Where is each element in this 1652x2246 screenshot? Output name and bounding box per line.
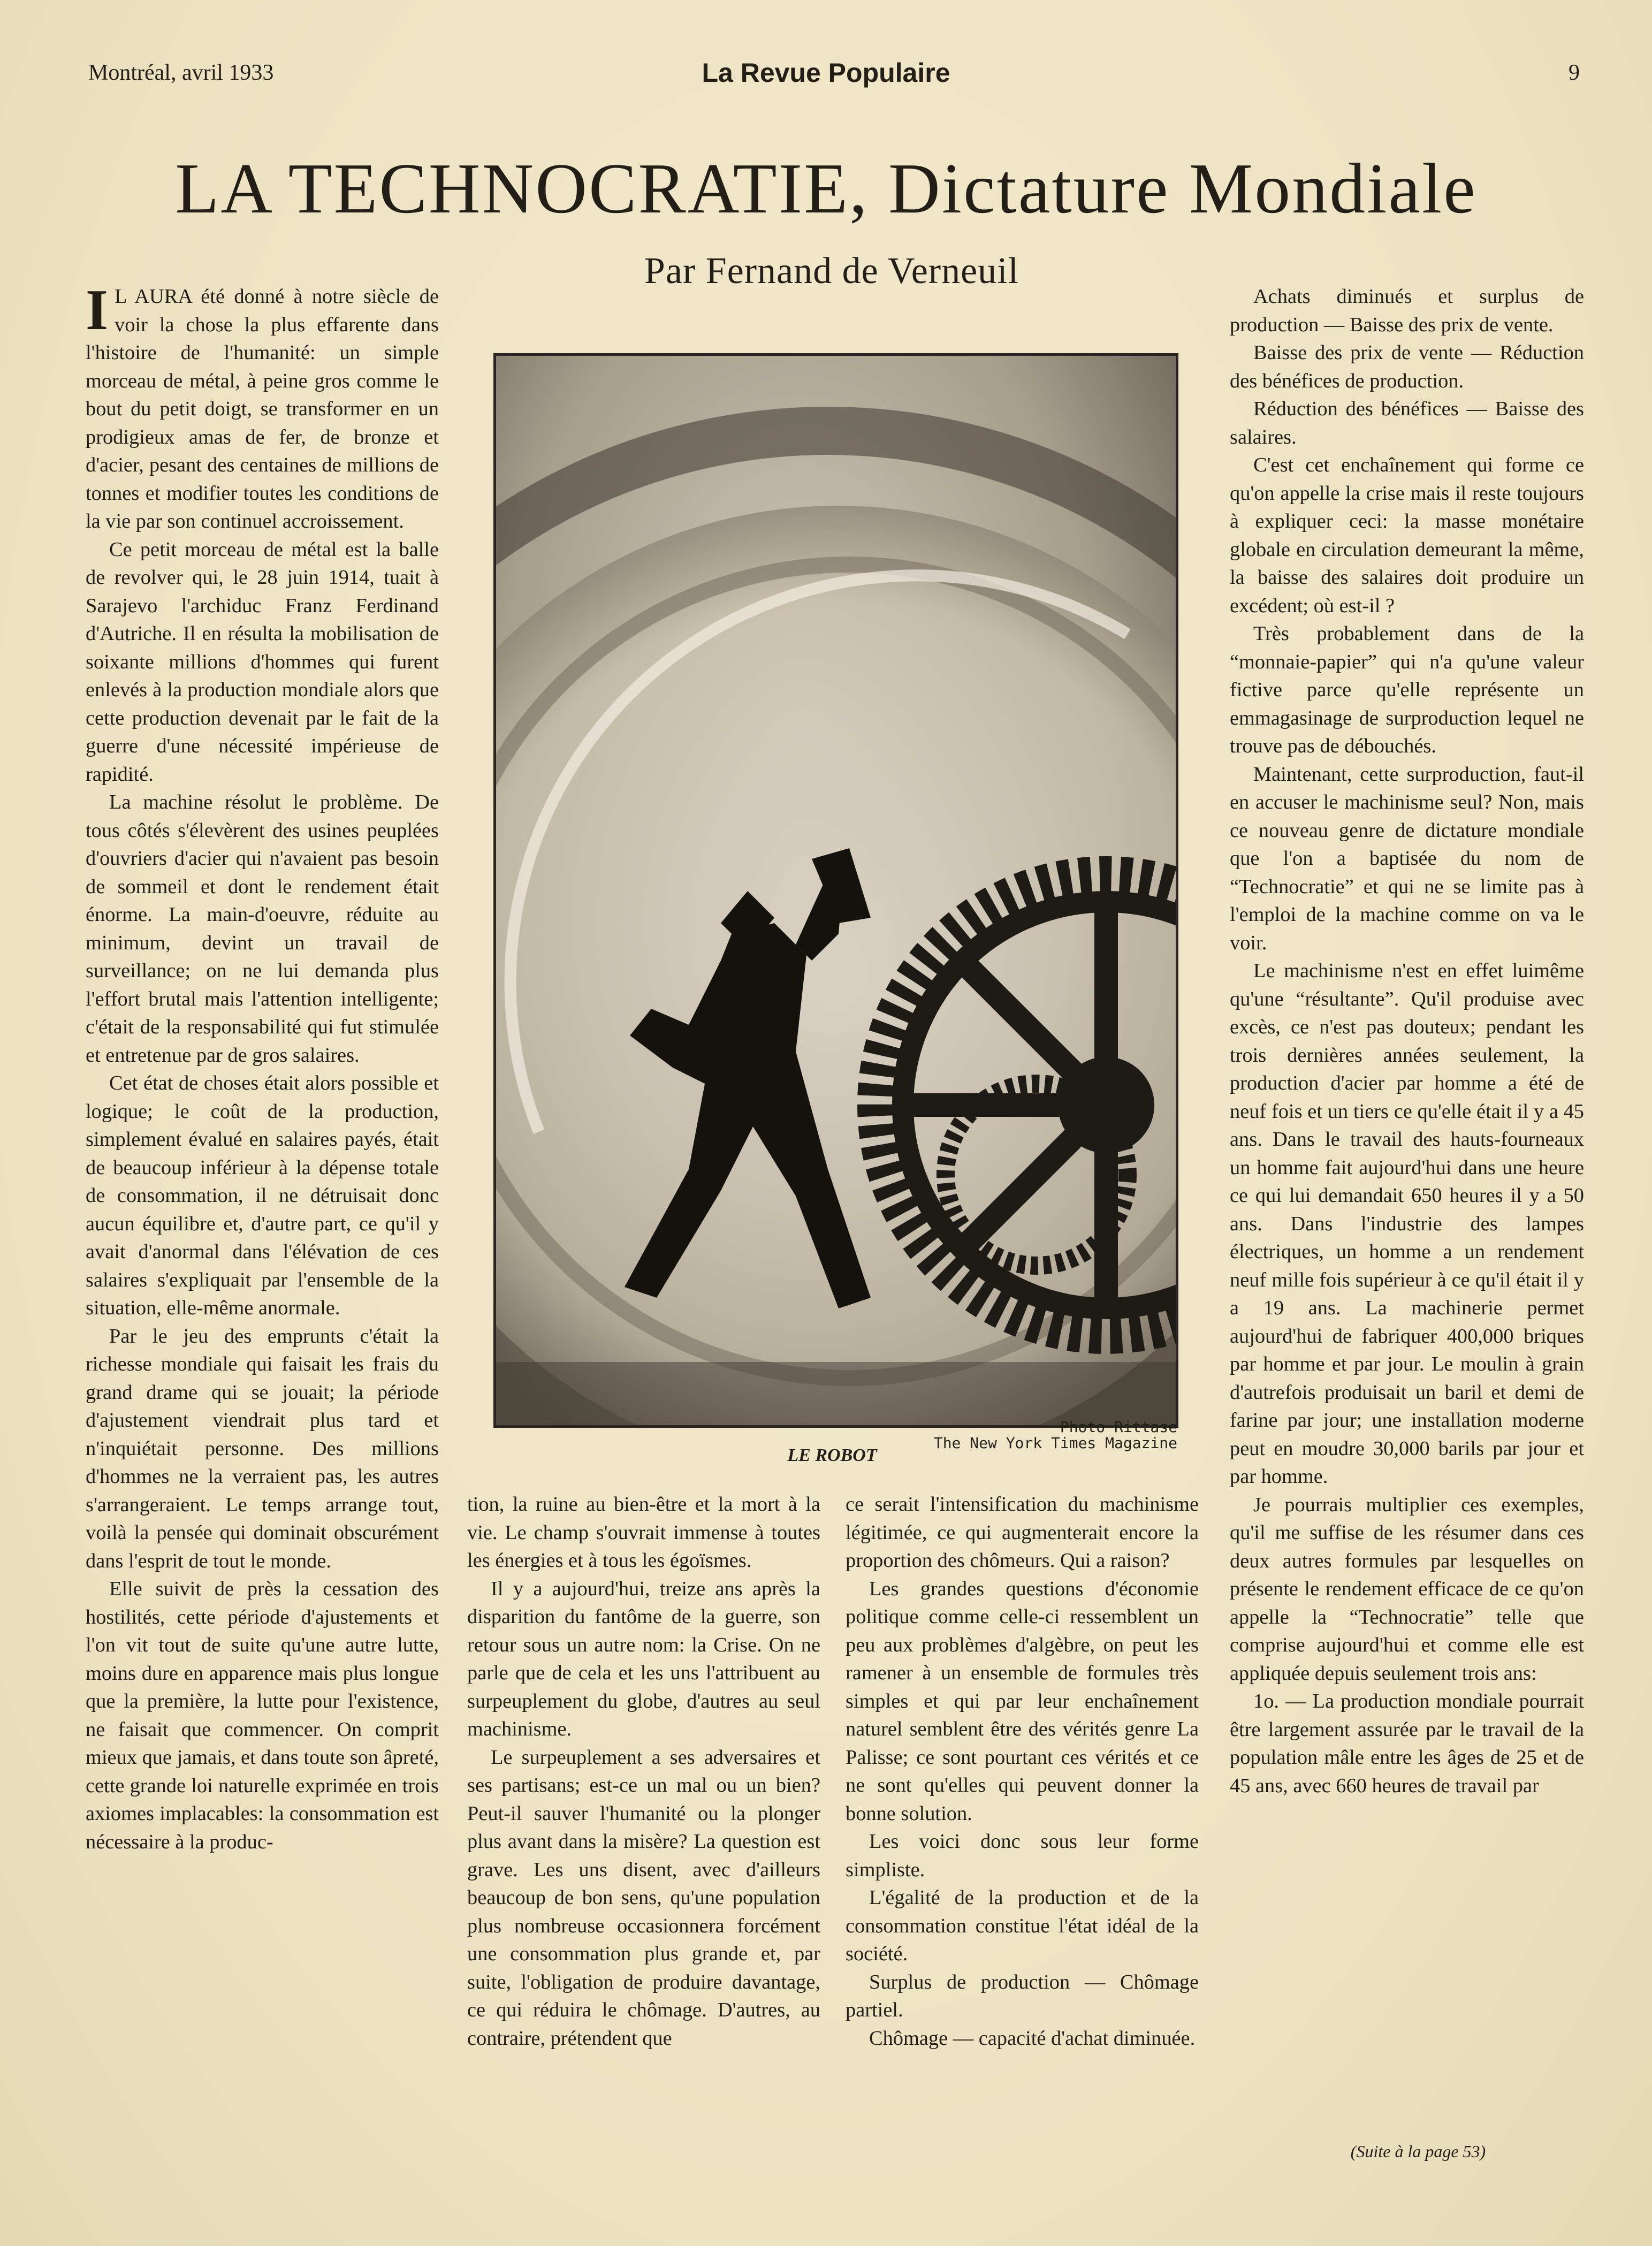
paragraph: Réduction des bénéfices — Baisse des salaires. [1230,398,1584,448]
paragraph: Le surpeuplement a ses adversaires et ses partisans; est-ce un mal ou un bien? Peut-il sauver l'humanité ou la plonger plus avant dans la misère? La question est grave. Les uns disent, avec d'ailleurs beaucoup de bon sens, qu'une population plus nombreuse occasionnera forcément une consommation plus grande et, par suite, l'obligation de produire davantage, ce qui réduira le chômage. D'autres, au contraire, prétendent que [467,1746,820,2050]
photo-credit [910,1419,1177,1451]
paragraph: Ce petit morceau de métal est la balle de revolver qui, le 28 juin 1914, tuait à Sarajevo l'archiduc Franz Ferdinand d'Autriche. Il en résulta la mobilisation de soixante millions d'hommes qui furent enlevés à la production mondiale alors que cette production devenait par le fait de la guerre d'une nécessité impérieuse de rapidité. [86,538,439,786]
paragraph: I L AURA été donné à notre siècle de voir la chose la plus effarente dans l'histoire de l'humanité: un simple morceau de métal, à peine gros comme le bout du petit doigt, se transformer en un prodigieux amas de fer, de bronze et d'acier, pesant des centaines de millions de tonnes et modifier toutes les conditions de la vie par son continuel accroissement. [86,283,439,532]
paragraph: Baisse des prix de vente — Réduction des bénéfices de production. [1230,341,1584,392]
header-place-date: Montréal, avril 1933 [88,60,274,85]
paragraph: C'est cet enchaînement qui forme ce qu'on appelle la crise mais il reste toujours à expliquer ceci: la masse monétaire globale en circulation demeurant la même, la baisse des salaires doit produire un excédent; où est-il ? [1230,454,1584,617]
paragraph: Très probablement dans de la “monnaie-papier” qui n'a qu'une valeur fictive parce qu'elle représente un emmagasinage de surproduction lequel ne trouve pas de débouchés. [1230,622,1584,757]
column-4 [1230,283,1584,2142]
robot-photo [493,353,1178,1428]
paragraph: L'égalité de la production et de la consommation constitue l'état idéal de la société. [846,1886,1199,1965]
paragraph: Par le jeu des emprunts c'était la richesse mondiale qui faisait les frais du grand drame qui se jouait; la période d'ajustement viendrait plus tard et n'inquiétait personne. Des millions d'hommes ne la verraient pas, les autres s'arrangeraient. Le temps arrange tout, voilà la pensée qui dominait obscurément dans l'esprit de tout le monde. [86,1324,439,1572]
paragraph: Elle suivit de près la cessation des hostilités, cette période d'ajustements et l'on vit tout de suite qu'une autre lutte, moins dure en apparence mais plus longue que la première, la lutte pour l'existence, ne faisait que commencer. On comprit mieux que jamais, et dans toute son âpreté, cette grande loi naturelle exprimée en trois axiomes implacables: la consommation est nécessaire à la produc- [86,1578,439,1853]
article-title: LA TECHNOCRATIE, Dictature Mondiale [175,149,1477,228]
photo-caption: LE ROBOT [787,1445,877,1465]
paragraph: Surplus de production — Chômage partiel. [846,1970,1199,2021]
paragraph: Maintenant, cette surproduction, faut-il en accuser le machinisme seul? Non, mais ce nouveau genre de dictature mondiale que l'on a baptisée du nom de “Technocratie” et qui ne se limite pas à l'emploi de la machine comme on va le voir. [1230,763,1584,954]
drop-cap: I [86,283,109,342]
paragraph: 1o. — La production mondiale pourrait être largement assurée par le travail de la population mâle entre les âges de 25 et de 45 ans, avec 660 heures de travail par [1230,1690,1584,1797]
paragraph: Chômage — capacité d'achat diminuée. [869,2027,1196,2050]
header-page-number: 9 [1569,60,1580,85]
paragraph: Les voici donc sous leur forme simpliste. [846,1830,1199,1881]
paragraph: Les grandes questions d'économie politique comme celle-ci ressemblent un peu aux problèmes d'algèbre, on peut les ramener à un ensemble de formules très simples et qui par leur enchaînement naturel semblent être des vérités genre La Palisse; ce sont pourtant ces vérités et ce ne sont qu'elles qui peuvent donner la bonne solution. [846,1577,1199,1825]
column-3 [846,1490,1199,2151]
paragraph: tion, la ruine au bien-être et la mort à la vie. Le champ s'ouvrait immense à toutes les énergies et à tous les égoïsmes. [467,1493,820,1572]
column-2 [467,1490,820,2151]
paragraph: Je pourrais multiplier ces exemples, qu'il me suffise de les résumer dans ces deux autres formules par lesquelles on présente le rendement efficace de ce qu'on appelle la “Technocratie” telle que comprise aujourd'hui et comme elle est appliquée depuis seulement trois ans: [1230,1493,1584,1685]
continued-notice: (Suite à la page 53) [1350,2142,1486,2161]
photo-credit-line: Photo Rittase [1060,1418,1177,1436]
paragraph: Achats diminués et surplus de production — Baisse des prix de vente. [1230,285,1584,336]
paragraph: Cet état de choses était alors possible et logique; le coût de la production, simplement évalué en salaires payés, était de beaucoup inférieur à la dépense totale de consommation, il ne détruisait donc aucun équilibre et, d'autre part, ce qu'il y avait d'anormal dans l'élévation de ces salaires s'expliquait par l'ensemble de la situation, elle-même anormale. [86,1072,439,1319]
paragraph: Le machinisme n'est en effet luimême qu'une “résultante”. Qu'il produise avec excès, ce n'est pas douteux; pendant les trois dernières années seulement, la production d'acier par homme a été de neuf fois et un tiers ce qu'elle était il y a 45 ans. Dans le travail des hauts-fourneaux un homme fait aujourd'hui dans une heure ce qui lui demandait 650 heures il y a 50 ans. Dans l'industrie des lampes électriques, un homme a un rendement neuf mille fois supérieur à ce qu'il était il y a 19 ans. La machinerie permet aujourd'hui de fabriquer 400,000 briques par homme et par jour. Le moulin à grain d'autrefois produisait un baril et demi de farine par jour; une installation moderne peut en moudre 30,000 barils par jour et par homme. [1230,960,1584,1488]
column-1 [86,283,439,2145]
paragraph: ce serait l'intensification du machinisme légitimée, ce qui augmenterait encore la proportion des chômeurs. Qui a raison? [846,1493,1199,1572]
photo-credit-line: The New York Times Magazine [933,1434,1177,1452]
paragraph: Il y a aujourd'hui, treize ans après la disparition du fantôme de la guerre, son retour sous un autre nom: la Crise. On ne parle que de cela et les uns l'attribuent au surpeuplement du globe, d'autres au seul machinisme. [467,1577,820,1740]
header-magazine-title: La Revue Populaire [702,58,950,88]
article-byline: Par Fernand de Verneuil [644,250,1019,292]
paragraph: La machine résolut le problème. De tous côtés s'élevèrent des usines peuplées d'ouvriers d'acier qui n'avaient pas besoin de sommeil et dont le rendement était énorme. La main-d'oeuvre, réduite au minimum, devint un travail de surveillance; on ne lui demanda plus l'effort brutal mais l'attention intelligente; c'était de la responsabilité qui fut stimulée et entretenue par de gros salaires. [86,791,439,1067]
